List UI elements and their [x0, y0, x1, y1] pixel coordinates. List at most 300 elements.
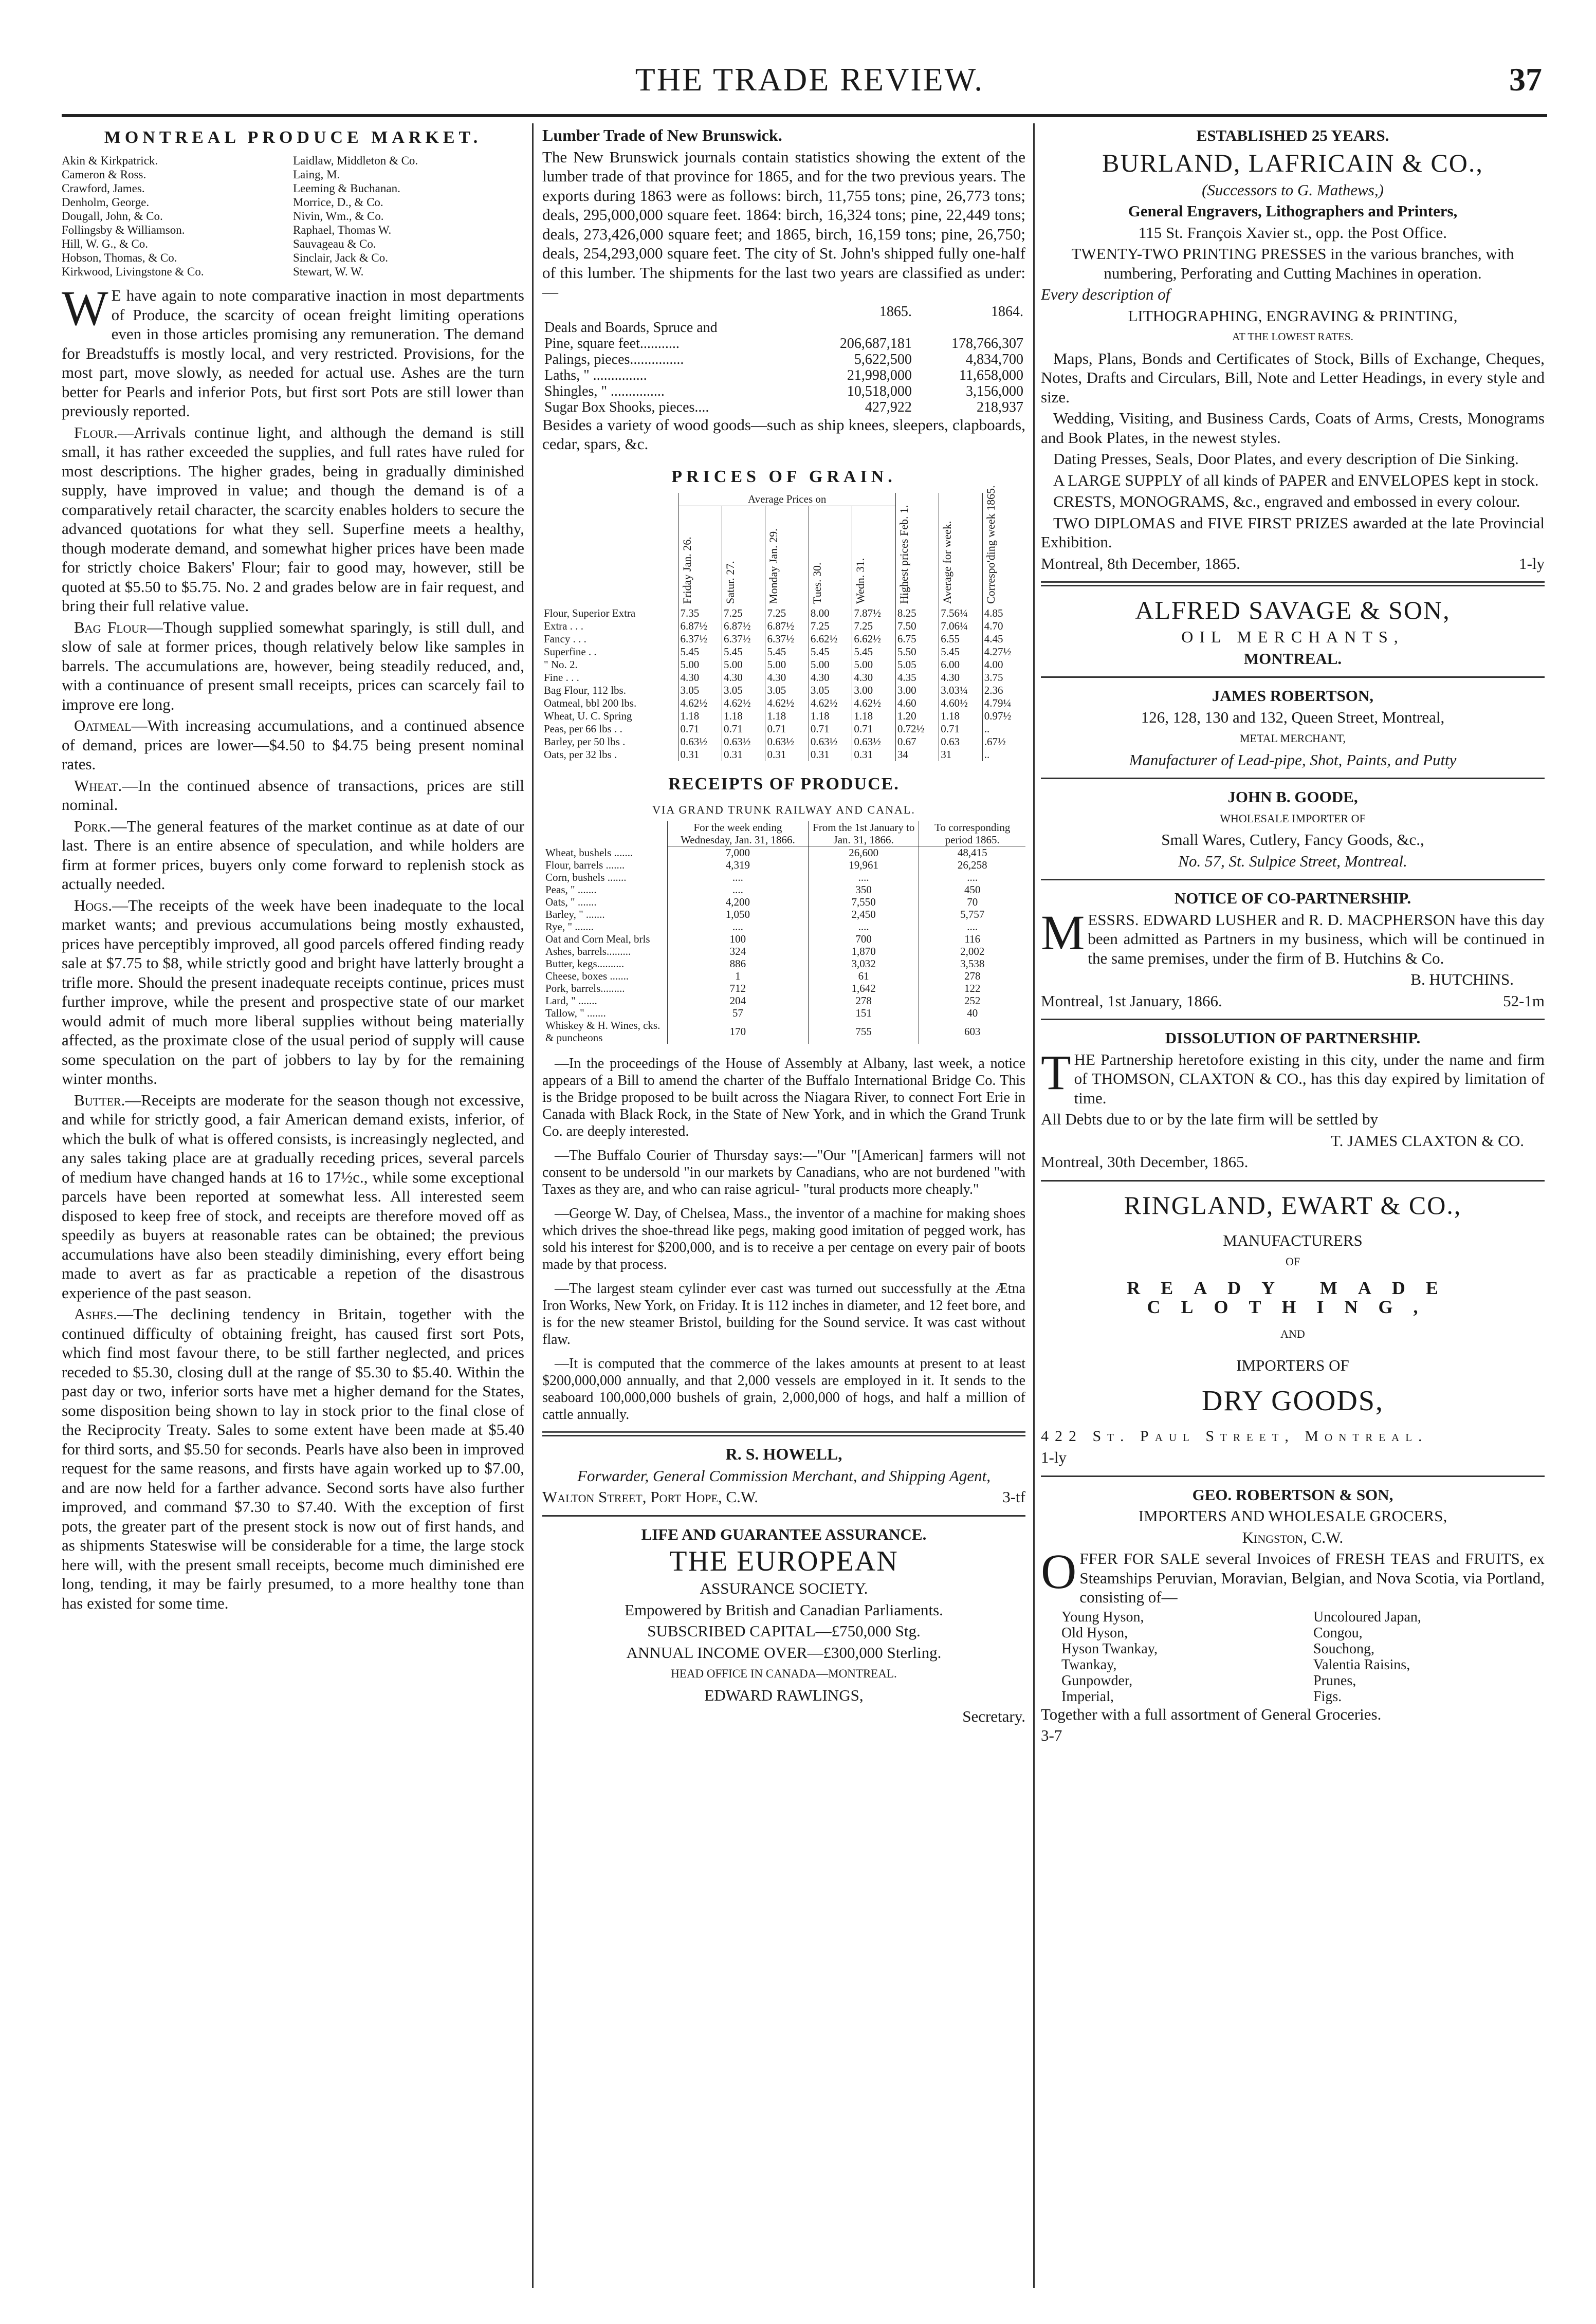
- grain-price: 5.45: [722, 645, 765, 658]
- grain-column-header: [939, 506, 982, 607]
- column-2: [542, 126, 1025, 2293]
- lumber-value-1865: 206,687,181: [839, 335, 912, 352]
- goode-advert: [1041, 787, 1545, 871]
- receipts-item: Wheat, bushels .......: [545, 846, 633, 859]
- grain-price: 0.63: [939, 735, 982, 748]
- european-income: ANNUAL INCOME OVER—£300,000 Sterling.: [626, 1643, 942, 1662]
- receipts-value: ....: [808, 871, 919, 883]
- grain-row: [542, 620, 1025, 633]
- grain-row: [542, 735, 1025, 748]
- firm-name: Raphael, Thomas W.: [293, 224, 392, 236]
- ringland-l4: AND: [1280, 1327, 1305, 1340]
- lumber-value-1864: 3,156,000: [966, 383, 1023, 399]
- grain-price: 7.06¼: [939, 620, 982, 633]
- grain-price: 0.63½: [722, 735, 765, 748]
- receipts-value: 70: [919, 896, 1025, 908]
- grain-price: 5.00: [678, 658, 722, 671]
- grain-price: 7.25: [852, 620, 895, 633]
- grain-column-header: [722, 506, 765, 607]
- grain-item: Barley, per 50 lbs .: [544, 735, 626, 748]
- column-1: [62, 126, 524, 2293]
- burland-item: TWO DIPLOMAS and FIVE FIRST PRIZES awarded at the late Provincial Exhibition.: [1041, 513, 1545, 551]
- lumber-col-1865: 1865.: [879, 303, 912, 320]
- grain-column-header: [852, 506, 895, 607]
- grain-column-header: [982, 485, 1025, 607]
- receipts-item: Oats, " .......: [545, 896, 597, 908]
- copartnership-heading: NOTICE OF CO-PARTNERSHIP.: [1174, 889, 1411, 907]
- receipts-column-header: From the 1st January to Jan. 31, 1866.: [808, 821, 919, 846]
- grain-price: 6.55: [939, 633, 982, 645]
- rule: [1041, 879, 1545, 880]
- grain-price: 0.63½: [852, 735, 895, 748]
- grain-price: 0.71: [939, 723, 982, 735]
- receipts-row: [542, 896, 1025, 908]
- grain-column-header: [678, 506, 722, 607]
- receipts-row: [542, 920, 1025, 933]
- grain-price: 6.62½: [852, 633, 895, 645]
- paragraph-text: —With increasing accumulations, and a continued absence of demand, prices are lower—$4.50 to $4.75 being present nominal rates.: [62, 716, 524, 773]
- receipts-value: 350: [808, 883, 919, 896]
- grain-price: 6.87½: [678, 620, 722, 633]
- grain-price: 4.30: [852, 671, 895, 684]
- grain-price: 7.25: [722, 607, 765, 620]
- burland-trade: General Engravers, Lithographers and Printers,: [1128, 202, 1458, 220]
- grain-price: 0.63½: [678, 735, 722, 748]
- receipts-value: 3,538: [919, 957, 1025, 970]
- double-rule: [542, 1431, 1025, 1436]
- howell-code: 3-tf: [1002, 1488, 1025, 1506]
- grain-row: [542, 658, 1025, 671]
- news-item: —It is computed that the commerce of the lakes amounts at present to at least $200,000,000 annually, and that 2,000 vessels are employed in it. It sends to the seaboard 100,000,000 bushels of grain, 2,000,000 of hogs, and half a million of cattle annually.: [542, 1356, 1025, 1423]
- burland-date: Montreal, 8th December, 1865.: [1041, 554, 1240, 573]
- firm-name: Morrice, D., & Co.: [293, 196, 383, 209]
- grain-row: [542, 684, 1025, 697]
- firm-name: Laidlaw, Middleton & Co.: [293, 154, 418, 167]
- grain-column-label: Monday Jan. 29.: [767, 528, 780, 604]
- receipts-value: 712: [667, 982, 808, 994]
- burland-established: ESTABLISHED 25 YEARS.: [1196, 126, 1389, 144]
- grain-price: 6.75: [895, 633, 939, 645]
- market-paragraph: [62, 618, 524, 714]
- grain-price: 2.36: [982, 684, 1025, 697]
- lumber-row: [542, 367, 1025, 383]
- grain-item: Superfine . .: [544, 645, 597, 658]
- produce-market-heading: MONTREAL PRODUCE MARKET.: [104, 128, 482, 147]
- geo-together: Together with a full assortment of General Groceries.: [1041, 1705, 1382, 1723]
- receipts-value: 4,319: [667, 859, 808, 871]
- paragraph-lead: Hogs.: [74, 896, 113, 914]
- grain-price: ..: [982, 723, 1025, 735]
- european-heading: LIFE AND GUARANTEE ASSURANCE.: [641, 1525, 927, 1543]
- drop-cap: W: [62, 281, 108, 336]
- paragraph-lead: Pork.: [74, 817, 111, 835]
- receipts-value: 3,032: [808, 957, 919, 970]
- grain-column-label: Average for week.: [941, 521, 954, 604]
- receipts-value: 204: [667, 994, 808, 1007]
- goode-desc: Small Wares, Cutlery, Fancy Goods, &c.,: [1161, 831, 1424, 849]
- tea-item: Valentia Raisins,: [1313, 1656, 1410, 1673]
- paragraph-text: —Though supplied somewhat sparingly, is still dull, and slow of sale at former prices, though relatively below like samples in barrels. The accumulations are, however, being steadily reduced, and, with a continuance of present small receipts, prices can scarcely fail to improve ere long.: [62, 618, 524, 713]
- grain-item: Fine . . .: [544, 671, 579, 684]
- grain-price: 5.45: [939, 645, 982, 658]
- grain-price: 1.18: [852, 710, 895, 723]
- grain-price: 6.87½: [765, 620, 809, 633]
- firm-list-left: [62, 154, 293, 279]
- grain-price: 5.00: [765, 658, 809, 671]
- firm-name: Leeming & Buchanan.: [293, 182, 400, 195]
- grain-price: 6.37½: [722, 633, 765, 645]
- tea-item: Figs.: [1313, 1688, 1342, 1705]
- european-office: HEAD OFFICE IN CANADA—MONTREAL.: [671, 1667, 897, 1680]
- grain-item: Peas, per 66 lbs . .: [544, 722, 622, 735]
- receipts-value: 1,870: [808, 945, 919, 957]
- receipts-row: [542, 933, 1025, 945]
- receipts-value: 7,000: [667, 846, 808, 859]
- column-divider: [1033, 123, 1035, 2288]
- lumber-value-1864: 11,658,000: [959, 367, 1023, 383]
- ringland-l1: MANUFACTURERS: [1223, 1231, 1363, 1249]
- grain-price: 5.45: [678, 645, 722, 658]
- copartnership-code: 52-1m: [1503, 991, 1545, 1010]
- lumber-value-1865: 427,922: [865, 399, 912, 415]
- grain-price: 1.18: [678, 710, 722, 723]
- grain-price: 7.50: [895, 620, 939, 633]
- grain-price: 4.62½: [852, 697, 895, 710]
- grain-row: [542, 748, 1025, 761]
- firm-list-right: [293, 154, 524, 279]
- receipts-column-header: To corresponding period 1865.: [919, 821, 1025, 846]
- tea-item: Imperial,: [1061, 1688, 1114, 1705]
- savage-trade: OIL MERCHANTS,: [1181, 628, 1404, 646]
- grain-column-header: [809, 506, 852, 607]
- grain-row: [542, 710, 1025, 723]
- receipts-value: 4,200: [667, 896, 808, 908]
- tea-list-left: [1041, 1609, 1293, 1705]
- grain-price: 5.45: [809, 645, 852, 658]
- lumber-row: [542, 383, 1025, 399]
- grain-price-table: [542, 485, 1025, 761]
- geo-robertson-advert: [1041, 1485, 1545, 1745]
- receipts-row: [542, 908, 1025, 920]
- grain-group-label: Average Prices on: [678, 493, 895, 506]
- burland-rates: AT THE LOWEST RATES.: [1232, 330, 1353, 343]
- tea-item: Uncoloured Japan,: [1313, 1609, 1421, 1625]
- burland-name: BURLAND, LAFRICAIN & CO.,: [1102, 148, 1483, 177]
- howell-address: Walton Street, Port Hope, C.W.: [542, 1488, 759, 1506]
- european-secretary-title: Secretary.: [962, 1707, 1025, 1725]
- european-capital: SUBSCRIBED CAPITAL—£750,000 Stg.: [647, 1622, 921, 1640]
- howell-advert: [542, 1445, 1025, 1507]
- receipts-item: Oat and Corn Meal, brls: [545, 933, 650, 945]
- receipts-subheading: VIA GRAND TRUNK RAILWAY AND CANAL.: [652, 803, 915, 816]
- receipts-value: 755: [808, 1019, 919, 1044]
- news-item: —George W. Day, of Chelsea, Mass., the inventor of a machine for making shoes which drives the shoe-thread like pegs, making good imitation of pegged work, has sold his interest for $200,000, and is to receive a per centage on every pair of boots made by that process.: [542, 1206, 1025, 1272]
- rule: [1041, 1180, 1545, 1182]
- grain-price: 0.31: [852, 748, 895, 761]
- receipts-value: 2,450: [808, 908, 919, 920]
- receipts-value: 1,050: [667, 908, 808, 920]
- firm-name: Akin & Kirkpatrick.: [62, 154, 158, 167]
- lumber-text: The New Brunswick journals contain statistics showing the extent of the lumber trade of that province for 1865, and for the two previous years. The exports during 1863 were as follows: birch, 11,755 tons; pine, 26,773 tons; deals, 295,000,000 square feet. 1864: birch, 16,324 tons; pine, 22,449 tons; deals, 273,426,000 square feet; and 1865, birch, 16,159 tons; pine, 26,750; deals, 254,293,000 square feet. The city of St. John's shipped fully one-half of this lumber. The shipments for the last two years are classified as under:—: [542, 147, 1025, 301]
- firm-name: Hill, W. G., & Co.: [62, 237, 149, 250]
- grain-column-label: Wedn. 31.: [854, 558, 867, 604]
- grain-row: [542, 723, 1025, 735]
- dissolution-notice: [1041, 1028, 1545, 1172]
- double-rule: [1041, 581, 1545, 586]
- lumber-item: Palings, pieces...............: [544, 351, 684, 367]
- grain-price: 3.00: [895, 684, 939, 697]
- grain-column-label: Tues. 30.: [810, 562, 823, 604]
- market-paragraph: [62, 716, 524, 774]
- tea-item: Old Hyson,: [1061, 1625, 1128, 1641]
- receipts-value: ....: [808, 920, 919, 933]
- grain-price: 4.27½: [982, 645, 1025, 658]
- firm-name: Hobson, Thomas, & Co.: [62, 251, 177, 264]
- receipts-value: 19,961: [808, 859, 919, 871]
- grain-price: 5.45: [852, 645, 895, 658]
- publication-title: THE TRADE REVIEW.: [635, 61, 984, 98]
- receipts-item: Rye, " .......: [545, 920, 594, 933]
- receipts-table: [542, 821, 1025, 1044]
- lumber-value-1864: 218,937: [977, 399, 1023, 415]
- lumber-value-1864: 4,834,700: [966, 351, 1023, 367]
- lumber-row: [542, 399, 1025, 415]
- receipts-row: [542, 945, 1025, 957]
- goode-trade: WHOLESALE IMPORTER OF: [1220, 811, 1366, 825]
- grain-row: [542, 671, 1025, 684]
- drop-cap: M: [1041, 905, 1085, 960]
- page-number: 37: [1509, 61, 1542, 98]
- grain-column-label: Correspo'ding week 1865.: [984, 485, 997, 604]
- receipts-item: Barley, " .......: [545, 908, 605, 920]
- firm-name: Sauvageau & Co.: [293, 237, 376, 250]
- lumber-value-1864: [914, 320, 1025, 336]
- grain-price: 1.18: [722, 710, 765, 723]
- grain-price: 4.60½: [939, 697, 982, 710]
- savage-city: MONTREAL.: [1243, 649, 1342, 668]
- receipts-value: 252: [919, 994, 1025, 1007]
- grain-price: 4.62½: [765, 697, 809, 710]
- grain-price: 7.25: [765, 607, 809, 620]
- grain-price: 0.63½: [765, 735, 809, 748]
- grain-row: [542, 697, 1025, 710]
- burland-presses: TWENTY-TWO PRINTING PRESSES in the various branches, with numbering, Perforating and Cutting Machines in operation.: [1071, 245, 1514, 282]
- news-item: —The largest steam cylinder ever cast was turned out successfully at the Ætna Iron Works, New York, on Friday. It is 112 inches in diameter, and 12 feet bore, and is for the new steamer Bristol, building for the Sound service. It was cast without flaw.: [542, 1281, 1025, 1348]
- receipts-row: [542, 1007, 1025, 1019]
- grain-price: 6.87½: [722, 620, 765, 633]
- robertson-desc: Manufacturer of Lead-pipe, Shot, Paints, and Putty: [1129, 750, 1457, 769]
- lumber-table: [542, 304, 1025, 415]
- tea-item: Twankay,: [1061, 1656, 1117, 1673]
- grain-price: 1.20: [895, 710, 939, 723]
- ringland-l6: DRY GOODS,: [1202, 1385, 1384, 1417]
- grain-item: Fancy . . .: [544, 632, 586, 645]
- grain-price: 8.25: [895, 607, 939, 620]
- receipts-item: Flour, barrels .......: [545, 859, 625, 871]
- grain-price: 3.75: [982, 671, 1025, 684]
- grain-item: Oats, per 32 lbs .: [544, 748, 617, 761]
- european-advert: [542, 1525, 1025, 1726]
- grain-price: 3.05: [722, 684, 765, 697]
- paragraph-text: —Receipts are moderate for the season though not excessive, and while for strictly good, a fair American demand exists, inferior, of which the bulk of what is offered consists, is increasingly neglected, and any sales taking place are at gradually receding prices, several parcels of medium have changed hands at 16 to 17½c., while some exceptional parcels have been reported at somewhat less. All interested seem disposed to keep free of stock, and receipts are therefore moved off as speedily as buyers at reasonable rates can be obtained; the previous accumulations have also been steadily diminishing, every effort being made to avert as far as practicable a repetion of the disastrous experience of the past season.: [62, 1091, 524, 1302]
- geo-name: GEO. ROBERTSON & SON,: [1192, 1485, 1393, 1504]
- firm-name: Stewart, W. W.: [293, 265, 364, 278]
- tea-item: Hyson Twankay,: [1061, 1640, 1158, 1657]
- grain-price: 0.71: [809, 723, 852, 735]
- receipts-row: [542, 871, 1025, 883]
- drop-cap: T: [1041, 1044, 1071, 1100]
- ringland-name: RINGLAND, EWART & CO.,: [1124, 1190, 1462, 1220]
- receipts-row: [542, 846, 1025, 859]
- firm-name: Denholm, George.: [62, 196, 150, 209]
- grain-price: 0.31: [765, 748, 809, 761]
- receipts-value: ....: [919, 920, 1025, 933]
- grain-price: 5.45: [765, 645, 809, 658]
- grain-price: 0.71: [852, 723, 895, 735]
- grain-price: 5.50: [895, 645, 939, 658]
- grain-price: 0.71: [765, 723, 809, 735]
- grain-price: 4.30: [939, 671, 982, 684]
- dissolution-text: HE Partnership heretofore existing in this city, under the name and firm of THOMSON, CLAXTON & CO., has this day expired by limitation of time.: [1074, 1050, 1545, 1107]
- paragraph-lead: Oatmeal: [74, 716, 132, 734]
- european-secretary: EDWARD RAWLINGS,: [704, 1686, 864, 1704]
- receipts-value: 700: [808, 933, 919, 945]
- grain-item: Bag Flour, 112 lbs.: [544, 684, 626, 696]
- receipts-value: ....: [667, 920, 808, 933]
- paragraph-text: —The declining tendency in Britain, together with the continued difficulty of obtaining freight, has caused first sort Pots, which find most favour there, to be still farther neglected, and prices receded to $5.30, closing dull at the range of $5.30 to $5.40. Within the past day or two, inferior sorts have met a higher demand for the States, some disposition being shown to lay in stock prior to the final close of the Reciprocity Treaty. Sales to some extent have been made at $5.40 for third sorts, and $5.50 for seconds. Pearls have also been in improved request for the same reasons, and firsts have again worked up to $7.00, and are now held for a farther advance. Second sorts have also further improved, and command $7.30 to $7.40. With the exception of first pots, the greater part of the present stock is now out of first hands, and as shipments Stateswise will be considerable for a time, the large stock here will, with the present small receipts, become much diminished ere long, tending, it may be fairly presumed, to a more healthy tone than has existed for some time.: [62, 1305, 524, 1612]
- receipts-value: 324: [667, 945, 808, 957]
- grain-price: 4.85: [982, 607, 1025, 620]
- geo-offer: FFER FOR SALE several Invoices of FRESH TEAS and FRUITS, ex Steamships Peruvian, Moravian, Belgian, and Nova Scotia, via Portland, consisting of—: [1079, 1550, 1545, 1606]
- robertson-trade: METAL MERCHANT,: [1239, 732, 1346, 745]
- market-paragraph: [62, 1091, 524, 1303]
- goode-address: No. 57, St. Sulpice Street, Montreal.: [1178, 852, 1407, 870]
- receipts-value: 603: [919, 1019, 1025, 1044]
- receipts-value: 26,258: [919, 859, 1025, 871]
- receipts-row: [542, 1019, 1025, 1044]
- grain-price: 4.35: [895, 671, 939, 684]
- receipts-value: 1,642: [808, 982, 919, 994]
- dissolution-heading: DISSOLUTION OF PARTNERSHIP.: [1165, 1029, 1421, 1047]
- burland-lithographing: LITHOGRAPHING, ENGRAVING & PRINTING,: [1128, 306, 1458, 325]
- grain-price: ..: [982, 748, 1025, 761]
- tea-item: Souchong,: [1313, 1640, 1374, 1657]
- grain-column-label: Friday Jan. 26.: [680, 536, 693, 604]
- receipts-column-header: For the week ending Wednesday, Jan. 31, 1866.: [667, 821, 808, 846]
- lumber-value-1865: [802, 320, 914, 336]
- geo-code: 3-7: [1041, 1726, 1062, 1744]
- ringland-l2: OF: [1285, 1255, 1300, 1268]
- grain-price: 0.97½: [982, 710, 1025, 723]
- ringland-l5: IMPORTERS OF: [1236, 1356, 1349, 1374]
- receipts-item: Lard, " .......: [545, 994, 597, 1007]
- grain-price: 0.67: [895, 735, 939, 748]
- receipts-item: Butter, kegs..........: [545, 957, 625, 970]
- receipts-value: 886: [667, 957, 808, 970]
- grain-price: 1.18: [809, 710, 852, 723]
- receipts-item: Pork, barrels.........: [545, 982, 625, 994]
- grain-price: 4.60: [895, 697, 939, 710]
- paragraph-lead: Bag Flour: [74, 618, 147, 636]
- tea-item: Gunpowder,: [1061, 1672, 1133, 1689]
- market-paragraph: [62, 776, 524, 815]
- tea-list-right: [1293, 1609, 1545, 1705]
- robertson-address: 126, 128, 130 and 132, Queen Street, Montreal,: [1141, 708, 1445, 726]
- lumber-row: [542, 352, 1025, 367]
- grain-price: 5.00: [852, 658, 895, 671]
- grain-price: 6.37½: [765, 633, 809, 645]
- grain-price: 0.31: [722, 748, 765, 761]
- grain-item: Oatmeal, bbl 200 lbs.: [544, 696, 637, 709]
- lumber-item: Sugar Box Shooks, pieces....: [544, 399, 709, 415]
- grain-row: [542, 633, 1025, 645]
- news-item: —In the proceedings of the House of Assembly at Albany, last week, a notice appears of a Bill to amend the charter of the Buffalo International Bridge Co. This is the Bridge proposed to be built across the Niagara River, to connect Fort Erie in Canada with Black Rock, in the State of New York, and in which the Grand Trunk Co. are deeply interested.: [542, 1056, 1025, 1139]
- drop-cap: O: [1041, 1544, 1077, 1599]
- paragraph-text: —The receipts of the week have been inadequate to the local market wants; and previous accumulations being mostly exhausted, prices have perceptibly improved, all good parcels offered finding ready sale at $7.75 to $8, while strictly good and bright have latterly brought a trifle more. Should the present inadequate receipts continue, prices must further improve, while the present and prospective state of our market would admit of much more liberal supplies without being materially affected, as the proximate close of the usual period of supply will cause some speculation on the part of jobbers to lay by for the remaining winter months.: [62, 896, 524, 1087]
- receipts-value: 26,600: [808, 846, 919, 859]
- copartnership-notice: [1041, 889, 1545, 1010]
- european-line1: Empowered by British and Canadian Parliaments.: [625, 1600, 943, 1619]
- lumber-item: Shingles, " ...............: [544, 383, 665, 399]
- burland-every: Every description of: [1041, 285, 1170, 303]
- goode-name: JOHN B. GOODE,: [1227, 788, 1358, 806]
- lumber-value-1865: 21,998,000: [847, 367, 912, 383]
- savage-name: ALFRED SAVAGE & SON,: [1135, 596, 1451, 624]
- tea-item: Congou,: [1313, 1625, 1363, 1641]
- receipts-value: 151: [808, 1007, 919, 1019]
- howell-name: R. S. HOWELL,: [725, 1445, 842, 1463]
- grain-price: 1.18: [939, 710, 982, 723]
- market-paragraph: [62, 817, 524, 894]
- burland-successors: (Successors to G. Mathews,): [1202, 180, 1384, 199]
- receipts-row: [542, 883, 1025, 896]
- robertson-advert: [1041, 686, 1545, 769]
- burland-code: 1-ly: [1519, 554, 1545, 573]
- grain-column-label: Highest prices Feb. 1.: [897, 505, 910, 604]
- receipts-heading: RECEIPTS OF PRODUCE.: [668, 774, 900, 794]
- ringland-code: 1-ly: [1041, 1448, 1067, 1466]
- paragraph-lead: Wheat.: [74, 776, 122, 795]
- dissolution-signer: T. JAMES CLAXTON & CO.: [1330, 1131, 1524, 1150]
- savage-advert: [1041, 595, 1545, 668]
- firm-name: Kirkwood, Livingstone & Co.: [62, 265, 204, 278]
- ringland-l3: READY MADE CLOTHING,: [1127, 1277, 1459, 1317]
- grain-price: 3.00: [852, 684, 895, 697]
- grain-price: 0.71: [678, 723, 722, 735]
- grain-price: 5.00: [722, 658, 765, 671]
- market-reports: [62, 423, 524, 1613]
- lumber-item: Pine, square feet...........: [544, 335, 680, 352]
- receipts-item: Peas, " .......: [545, 883, 597, 896]
- receipts-value: 1: [667, 970, 808, 982]
- grain-item: " No. 2.: [544, 658, 578, 671]
- market-paragraph: [62, 423, 524, 616]
- receipts-row: [542, 982, 1025, 994]
- column-divider: [532, 123, 534, 2288]
- receipts-row: [542, 859, 1025, 871]
- burland-item: A LARGE SUPPLY of all kinds of PAPER and ENVELOPES kept in stock.: [1053, 471, 1539, 489]
- howell-desc: Forwarder, General Commission Merchant, and Shipping Agent,: [577, 1466, 990, 1485]
- paragraph-text: —Arrivals continue light, and although the demand is still small, it has rather exceeded the supplies, and full rates have ruled for most descriptions. The higher grades, being in gradually diminished supply, have improved in value; and though the demand is of a comparatively retail character, the scarcity enables holders to secure the advanced quotations for what they sell. Superfine meets a healthy, though moderate demand, and somewhat higher prices have been made for strictly choice Bakers' Flour; fair to good may, however, still be quoted at $5.50 to $5.75. No. 2 and grades below are in fair request, and bring their full relative value.: [62, 423, 524, 615]
- grain-price: 8.00: [809, 607, 852, 620]
- grain-price: 4.79¼: [982, 697, 1025, 710]
- firm-name: Cameron & Ross.: [62, 168, 146, 181]
- receipts-value: ....: [919, 871, 1025, 883]
- lumber-item: Laths, " ...............: [544, 367, 647, 383]
- receipts-item: Tallow, " .......: [545, 1007, 606, 1019]
- ringland-address: 422 St. Paul Street, Montreal.: [1041, 1427, 1428, 1445]
- grain-price: 6.62½: [809, 633, 852, 645]
